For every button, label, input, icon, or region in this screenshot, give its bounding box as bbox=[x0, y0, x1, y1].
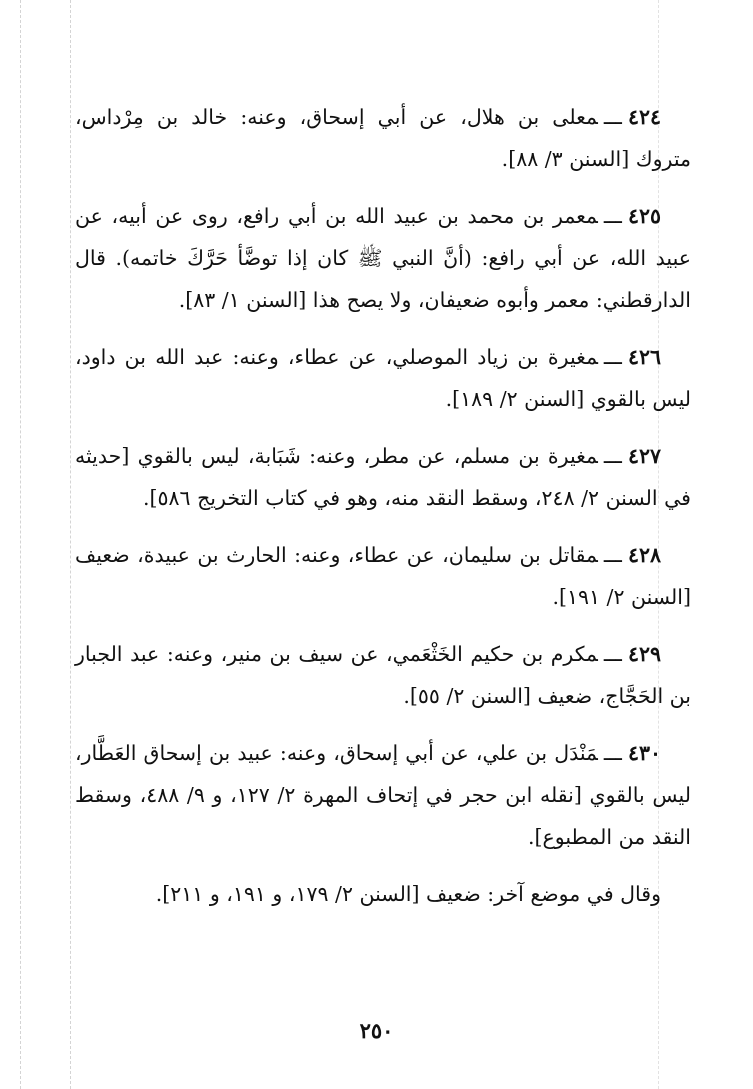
entry-paragraph bbox=[75, 195, 691, 321]
entry-text: معمر بن محمد بن عبيد الله بن أبي رافع، روى عن أبيه، عن عبيد الله، عن أبي رافع: (أنَّ النبي ﷺ كان إذا توضَّأ حَرَّكَ خاتمه). قال الدارقطني: معمر وأبوه ضعيفان، ولا يصح هذا [السنن ١/ ٨٣]. bbox=[75, 204, 691, 312]
entry-425 bbox=[75, 195, 691, 321]
entry-430 bbox=[75, 732, 691, 858]
scan-margin-line bbox=[20, 0, 21, 1089]
entry-text: مكرم بن حكيم الخَثْعَمي، عن سيف بن منير، وعنه: عبد الجبار بن الحَجَّاج، ضعيف [السنن ٢/ ٥٥]. bbox=[75, 642, 691, 708]
entry-text: مغيرة بن مسلم، عن مطر، وعنه: شَبَابة، ليس بالقوي [حديثه في السنن ٢/ ٢٤٨، وسقط النقد منه، وهو في كتاب التخريج ٥٨٦]. bbox=[75, 444, 691, 510]
entry-number: ٤٢٥ bbox=[627, 204, 661, 228]
entry-text: معلى بن هلال، عن أبي إسحاق، وعنه: خالد بن مِرْداس، متروك [السنن ٣/ ٨٨]. bbox=[75, 105, 691, 171]
entry-429 bbox=[75, 633, 691, 717]
entry-number: ٤٢٦ bbox=[627, 345, 661, 369]
entry-424 bbox=[75, 96, 691, 180]
entry-number: ٤٢٩ bbox=[627, 642, 661, 666]
entry-number: ٤٣٠ bbox=[627, 741, 661, 765]
entry-paragraph bbox=[75, 633, 691, 717]
entry-dash: ـــ bbox=[603, 345, 622, 369]
entry-dash: ـــ bbox=[603, 444, 622, 468]
entry-426 bbox=[75, 336, 691, 420]
entry-dash: ـــ bbox=[603, 105, 622, 129]
entry-paragraph bbox=[75, 336, 691, 420]
entry-number: ٤٢٨ bbox=[627, 543, 661, 567]
entry-paragraph bbox=[75, 534, 691, 618]
entry-text: مَنْدَل بن علي، عن أبي إسحاق، وعنه: عبيد بن إسحاق العَطَّار، ليس بالقوي [نقله ابن حجر في إتحاف المهرة ٢/ ١٢٧، و ٩/ ٤٨٨، وسقط النقد من المطبوع]. bbox=[75, 741, 691, 849]
entry-number: ٤٢٧ bbox=[627, 444, 661, 468]
entry-dash: ـــ bbox=[603, 204, 622, 228]
entry-dash: ـــ bbox=[603, 741, 622, 765]
entry-paragraph bbox=[75, 435, 691, 519]
entry-continuation bbox=[75, 873, 691, 915]
entry-paragraph bbox=[75, 96, 691, 180]
scan-margin-line bbox=[70, 0, 71, 1089]
entry-dash: ـــ bbox=[603, 642, 622, 666]
entry-text: مغيرة بن زياد الموصلي، عن عطاء، وعنه: عبد الله بن داود، ليس بالقوي [السنن ٢/ ١٨٩]. bbox=[75, 345, 691, 411]
page-number: ٢٥٠ bbox=[359, 1018, 394, 1043]
entry-number: ٤٢٤ bbox=[627, 105, 661, 129]
entries-list bbox=[75, 96, 691, 915]
entry-dash: ـــ bbox=[603, 543, 622, 567]
continuation-text: وقال في موضع آخر: ضعيف [السنن ٢/ ١٧٩، و ١٩١، و ٢١١]. bbox=[155, 882, 661, 906]
entry-paragraph bbox=[75, 732, 691, 858]
entry-text: مقاتل بن سليمان، عن عطاء، وعنه: الحارث بن عبيدة، ضعيف [السنن ٢/ ١٩١]. bbox=[75, 543, 691, 609]
entry-427 bbox=[75, 435, 691, 519]
entry-428 bbox=[75, 534, 691, 618]
